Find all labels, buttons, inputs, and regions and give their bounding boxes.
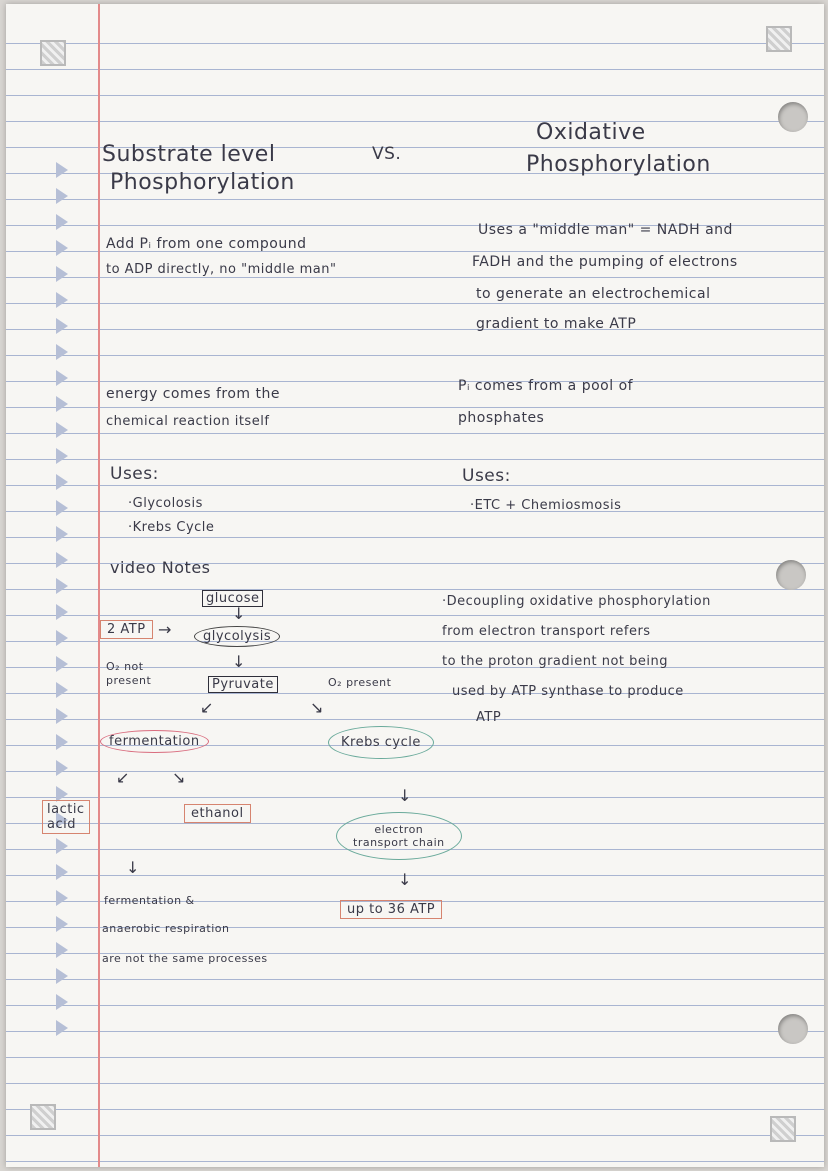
footnote-line2: anaerobic respiration <box>102 922 230 935</box>
decoupling-note-line3: to the proton gradient not being <box>442 654 669 669</box>
left-heading-line1: Substrate level <box>102 142 276 167</box>
arrow-icon: ↓ <box>398 870 412 889</box>
left-uses-label: Uses: <box>110 464 159 484</box>
right-heading-line1: Oxidative <box>536 120 646 145</box>
arrow-icon: ↓ <box>398 786 412 805</box>
pyruvate-box: Pyruvate <box>208 676 278 693</box>
o2-not-present-line2: present <box>106 674 152 687</box>
footnote-line1: fermentation & <box>104 894 195 907</box>
arrow-icon: ↓ <box>126 858 140 877</box>
left-point2-line2: chemical reaction itself <box>106 414 270 429</box>
right-point2-line2: phosphates <box>458 410 545 426</box>
right-heading-line2: Phosphorylation <box>526 152 711 177</box>
left-uses-item: ·Glycolosis <box>128 496 203 511</box>
corner-code-icon <box>30 1104 56 1130</box>
right-uses-item: ·ETC + Chemiosmosis <box>470 498 622 513</box>
decoupling-note-line2: from electron transport refers <box>442 624 651 639</box>
left-point1-line2: to ADP directly, no "middle man" <box>106 262 337 277</box>
o2-present-label: O₂ present <box>328 676 392 689</box>
etc-line1: electron <box>374 823 424 836</box>
versus-label: VS. <box>372 144 402 164</box>
corner-code-icon <box>770 1116 796 1142</box>
glucose-box: glucose <box>202 590 263 607</box>
arrow-icon: ↙ <box>200 698 214 717</box>
corner-code-icon <box>40 40 66 66</box>
arrow-icon: ↘ <box>172 768 186 787</box>
arrow-icon: ↓ <box>232 604 246 623</box>
punch-hole <box>778 102 808 132</box>
etc-line2: transport chain <box>353 836 445 849</box>
footnote-line3: are not the same processes <box>102 952 268 965</box>
o2-not-present-line1: O₂ not <box>106 660 144 673</box>
notebook-page <box>6 4 824 1167</box>
punch-hole <box>778 1014 808 1044</box>
ethanol-box: ethanol <box>184 804 251 823</box>
margin-triangles <box>56 162 80 1046</box>
left-heading-line2: Phosphorylation <box>110 170 295 195</box>
krebs-cycle-oval: Krebs cycle <box>328 726 434 759</box>
left-point1-line1: Add Pᵢ from one compound <box>106 236 307 252</box>
glycolysis-oval: glycolysis <box>194 626 280 647</box>
arrow-icon: ↓ <box>232 652 246 671</box>
lactic-acid-line1: lactic <box>47 802 85 817</box>
decoupling-note-line4: used by ATP synthase to produce <box>452 684 684 699</box>
lactic-acid-box <box>42 800 90 834</box>
right-point2-line1: Pᵢ comes from a pool of <box>458 378 634 394</box>
right-point1-line3: to generate an electrochemical <box>476 286 711 302</box>
corner-code-icon <box>766 26 792 52</box>
video-notes-label: video Notes <box>110 558 211 577</box>
right-point1-line2: FADH and the pumping of electrons <box>472 254 738 270</box>
right-uses-label: Uses: <box>462 466 511 486</box>
decoupling-note-line1: ·Decoupling oxidative phosphorylation <box>442 594 711 609</box>
arrow-icon: ↘ <box>310 698 324 717</box>
right-point1-line1: Uses a "middle man" = NADH and <box>478 222 733 238</box>
left-uses-item: ·Krebs Cycle <box>128 520 215 535</box>
lactic-acid-line2: acid <box>47 817 76 832</box>
two-atp-box: 2 ATP <box>100 620 153 639</box>
decoupling-note-line5: ATP <box>476 710 502 725</box>
atp-yield-box: up to 36 ATP <box>340 900 442 919</box>
left-point2-line1: energy comes from the <box>106 386 280 402</box>
fermentation-oval: fermentation <box>100 730 209 753</box>
right-point1-line4: gradient to make ATP <box>476 316 637 332</box>
punch-hole <box>776 560 806 590</box>
arrow-icon: ↙ <box>116 768 130 787</box>
arrow-icon: → <box>158 620 172 639</box>
etc-oval <box>336 812 462 860</box>
margin-line <box>98 4 100 1167</box>
